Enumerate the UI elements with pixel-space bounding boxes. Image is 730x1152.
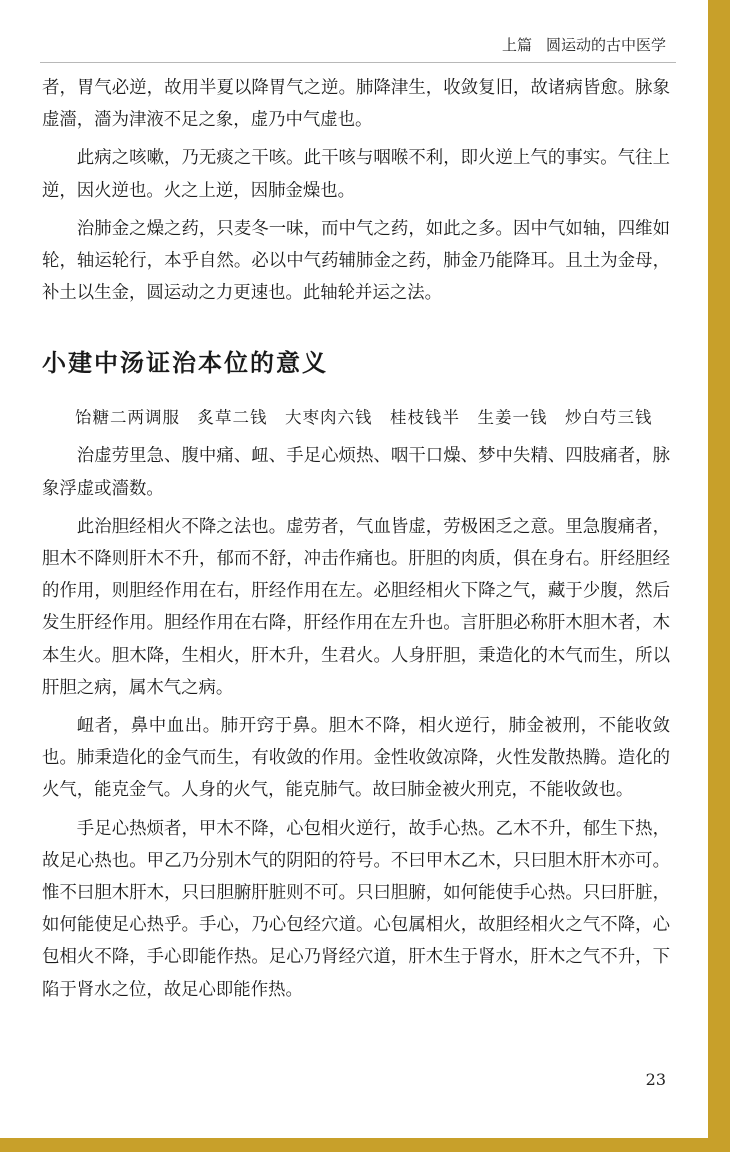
page-content [42, 72, 670, 1012]
paragraph: 者，胃气必逆，故用半夏以降胃气之逆。肺降津生，收敛复旧，故诸病皆愈。脉象虚濇，濇为津液不足之象，虚乃中气虚也。 [42, 78, 670, 131]
page-border-bottom [0, 1138, 730, 1152]
running-header [502, 34, 666, 55]
paragraph: 手足心热烦者，甲木不降，心包相火逆行，故手心热。乙木不升，郁生下热，故足心热也。甲乙乃分别木气的阴阳的符号。不曰甲木乙木，只曰胆木肝木亦可。惟不曰胆木肝木，只曰胆腑肝脏则不可。只曰胆腑，如何能使手心热。只曰肝脏，如何能使足心热乎。手心，乃心包经穴道。心包属相火，故胆经相火之气不降，心包相火不降，手心即能作热。足心乃肾经穴道，肝木生于肾水，肝木之气不升，下陷于肾水之位，故足心即能作热。 [42, 818, 670, 1000]
header-rule [40, 62, 676, 63]
recipe-line: 饴糖二两调服 炙草二钱 大枣肉六钱 桂枝钱半 生姜一钱 炒白芍三钱 [75, 408, 653, 428]
page-border-right [708, 0, 730, 1152]
paragraph: 此治胆经相火不降之法也。虚劳者，气血皆虚，劳极困乏之意。里急腹痛者，胆木不降则肝木不升，郁而不舒，冲击作痛也。肝胆的肉质，俱在身右。肝经胆经的作用，则胆经作用在右，肝经作用在左。必胆经相火下降之气，藏于少腹，然后发生肝经作用。胆经作用在右降，肝经作用在左升也。言肝胆必称肝木胆木者，木本生火。胆木降，生相火，肝木升，生君火。人身肝胆，秉造化的木气而生，所以肝胆之病，属木气之病。 [42, 516, 670, 698]
header-part: 上篇 [501, 36, 532, 54]
section-title: 小建中汤证治本位的意义 [42, 348, 328, 378]
paragraph: 治虚劳里急、腹中痛、衄、手足心烦热、咽干口燥、梦中失精、四肢痛者，脉象浮虚或濇数。 [42, 446, 670, 499]
paragraph: 此病之咳嗽，乃无痰之干咳。此干咳与咽喉不利，即火逆上气的事实。气往上逆，因火逆也。火之上逆，因肺金燥也。 [42, 148, 670, 201]
paragraph: 衄者，鼻中血出。肺开窍于鼻。胆木不降，相火逆行，肺金被刑，不能收敛也。肺秉造化的金气而生，有收敛的作用。金性收敛凉降，火性发散热腾。造化的火气，能克金气。人身的火气，能克肺气。故曰肺金被火刑克，不能收敛也。 [42, 716, 670, 801]
header-title: 圆运动的古中医学 [545, 36, 666, 54]
page-number: 23 [645, 1070, 666, 1089]
paragraph: 治肺金之燥之药，只麦冬一味，而中气之药，如此之多。因中气如轴，四维如轮，轴运轮行，本乎自然。必以中气药辅肺金之药，肺金乃能降耳。且土为金母，补土以生金，圆运动之力更速也。此轴轮并运之法。 [42, 218, 670, 304]
